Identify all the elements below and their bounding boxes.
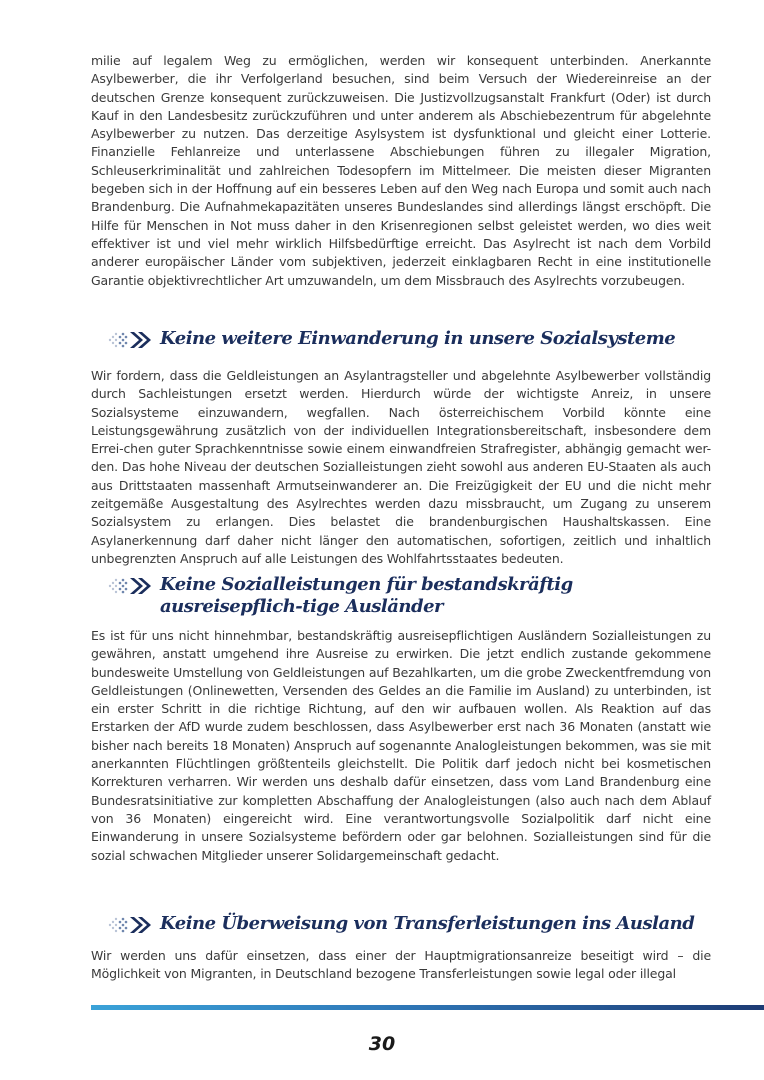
section-heading-sozialsysteme — [108, 328, 708, 350]
double-chevron-arrow-icon — [108, 331, 152, 349]
footer-divider — [91, 1005, 764, 1010]
paragraph-transfer: Wir werden uns dafür einsetzen, dass einer der Hauptmigrationsanreize beseitigt wird – die Möglichkeit von Migranten, in Deutschland bezogene Transferleistungen sowie legal oder illegal — [91, 948, 711, 982]
section-heading-sozialleistungen — [108, 574, 708, 618]
double-chevron-arrow-icon — [108, 577, 152, 595]
page-number: 30 — [368, 1033, 396, 1055]
section-heading-text: Keine Sozialleistungen für bestandskräftig ausreisepflich-tige Ausländer — [160, 574, 573, 617]
paragraph-sozialsysteme: Wir fordern, dass die Geldleistungen an Asylantragsteller und abgelehnte Asylbewerber vollständig durch Sachleistungen ersetzt werden. Hierdurch würde der wichtigste Anreiz, in unsere Sozialsysteme einzuwandern, wegfallen. Nach österreichischem Vorbild könnte eine Leistungsgewährung zusätzlich von der individuellen Integrationsbereitschaft, insbesondere dem Errei-chen guter Sprachkenntnisse sowie einem einwandfreien Strafregister, abhängig gemacht wer-den. Das hohe Niveau der deutschen Sozialleistungen zieht sowohl aus anderen EU-Staaten als auch aus Drittstaaten massenhaft Armutseinwanderer an. Die Freizügigkeit der EU und die nicht mehr zeitgemäße Ausgestaltung des Asylrechtes werden dazu missbraucht, um Zugang zu unserem Sozialsystem zu erlangen. Dies belastet die brandenburgischen Haushaltskassen. Eine Asylanerkennung darf daher nicht länger den automatischen, sofortigen, zeitlich und inhaltlich unbegrenzten Anspruch auf alle Leistungen des Wohlfahrtsstaates bedeuten. — [91, 368, 711, 566]
section-heading-text: Keine weitere Einwanderung in unsere Sozialsysteme — [160, 328, 676, 349]
section-heading-transfer — [108, 913, 708, 935]
paragraph-sozialleistungen: Es ist für uns nicht hinnehmbar, bestandskräftig ausreisepflichtigen Ausländern Sozialleistungen zu gewähren, anstatt umgehend ihre Ausreise zu erwirken. Die jetzt endlich zustande gekommene bundesweite Umstellung von Geldleistungen auf Bezahlkarten, um die grobe Zweckentfremdung von Geldleistungen (Onlinewetten, Versenden des Geldes an die Familie im Ausland) zu unterbinden, ist ein erster Schritt in die richtige Richtung, auf den wir aufbauen wollen. Als Reaktion auf das Erstarken der AfD wurde zudem beschlossen, dass Asylbewerber erst nach 36 Monaten (anstatt wie bisher nach bereits 18 Monaten) Anspruch auf sogenannte Analogleistungen bekommen, was sie mit anerkannten Flüchtlingen größtenteils gleichstellt. Die Politik darf jedoch nicht bei kosmetischen Korrekturen verharren. Wir werden uns deshalb dafür einsetzen, dass vom Land Brandenburg eine Bundesratsinitiative zur kompletten Abschaffung der Analogleistungen (also auch nach dem Ablauf von 36 Monaten) eingereicht wird. Eine verantwortungsvolle Sozialpolitik darf nicht eine Einwanderung in unsere Sozialsysteme befördern oder gar belohnen. Sozialleistungen sind für die sozial schwachen Mitglieder unserer Solidargemeinschaft gedacht. — [91, 628, 711, 863]
paragraph-intro: milie auf legalem Weg zu ermöglichen, werden wir konsequent unterbinden. Anerkannte Asylbewerber, die ihr Verfolgerland besuchen, sind beim Versuch der Wiedereinreise an der deutschen Grenze konsequent zurückzuweisen. Die Justizvollzugsanstalt Frankfurt (Oder) ist durch Kauf in den Landesbesitz zurückzuführen und unter anderem als Abschiebezentrum für abgelehnte Asylbewerber zu nutzen. Das derzeitige Asylsystem ist dysfunktional und gleicht einer Lotterie. Finanzielle Fehlanreize und unterlassene Abschiebungen führen zu illegaler Migration, Schleuserkriminalität und zahlreichen Todesopfern im Mittelmeer. Die meisten dieser Migranten begeben sich in der Hoffnung auf ein besseres Leben auf den Weg nach Europa und somit auch nach Brandenburg. Die Aufnahmekapazitäten unseres Bundeslandes sind allerdings längst erschöpft. Die Hilfe für Menschen in Not muss daher in den Krisenregionen selbst geleistet werden, wo dies weit effektiver ist und viel mehr wirklich Hilfsbedürftige erreicht. Das Asylrecht ist nach dem Vorbild anderer europäischer Länder vom subjektiven, jederzeit einklagbaren Recht in eine institutionelle Garantie objektivrechtlicher Art umzuwandeln, um dem Missbrauch des Asylrechts vorzubeugen. — [91, 53, 711, 288]
section-heading-text: Keine Überweisung von Transferleistungen ins Ausland — [160, 913, 695, 934]
double-chevron-arrow-icon — [108, 916, 152, 934]
